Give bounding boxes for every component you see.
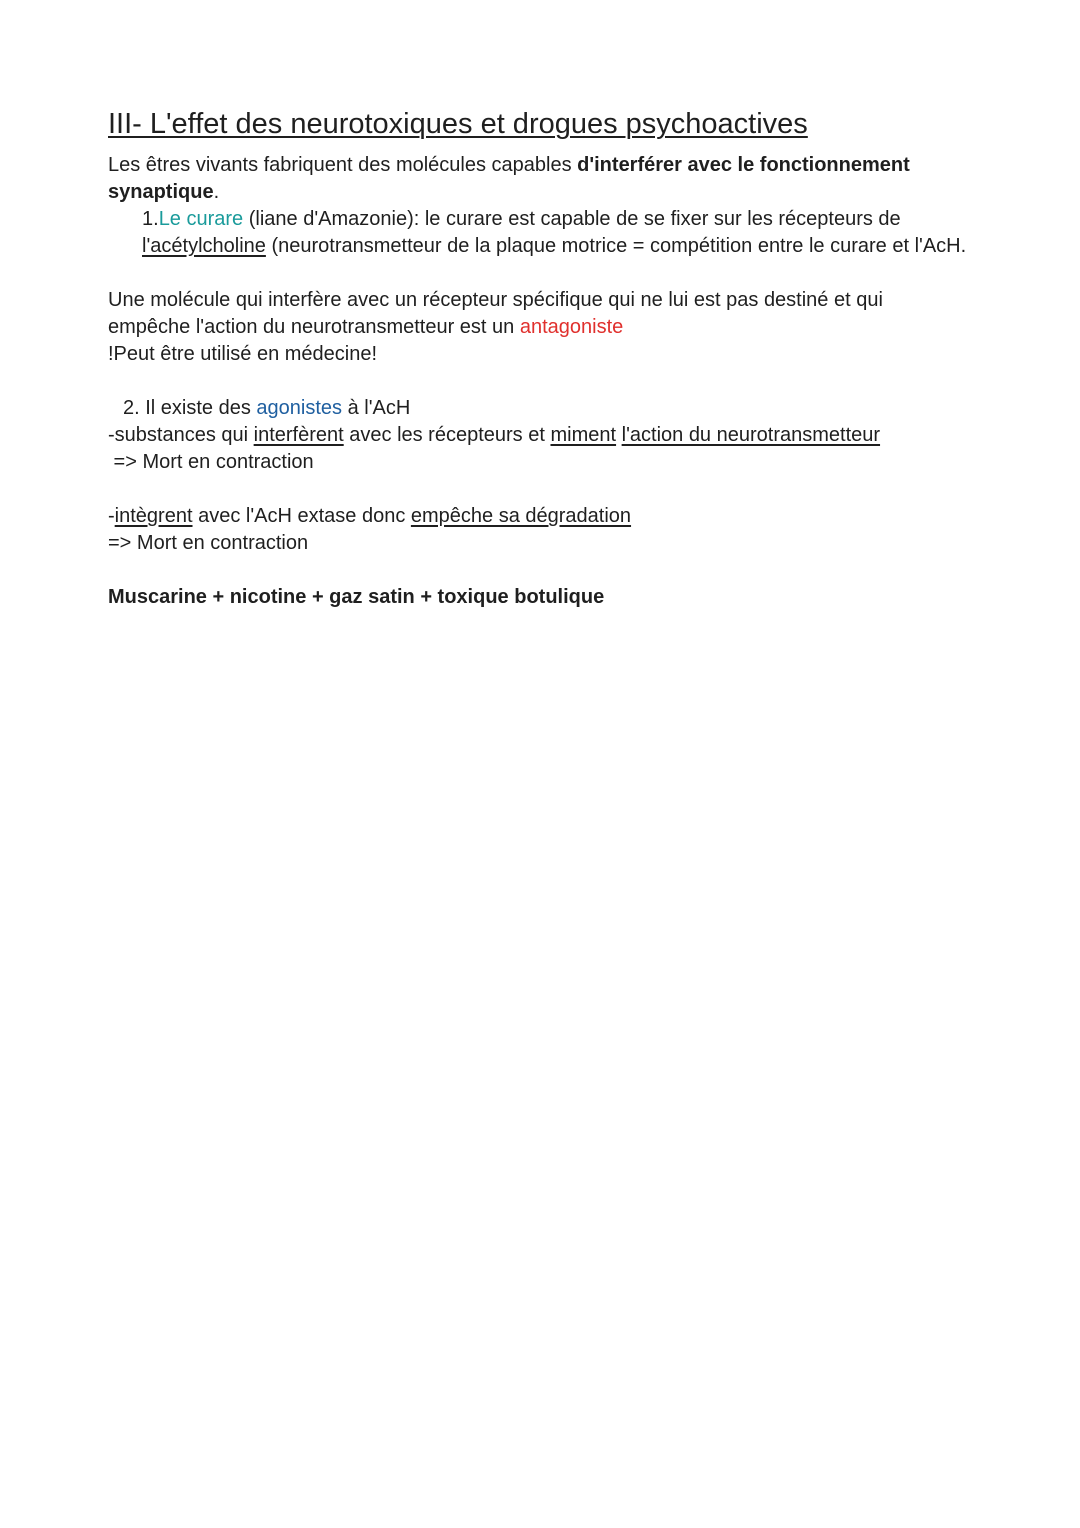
underlined-integrent: intègrent — [114, 505, 193, 527]
integrent-pre: - — [108, 505, 115, 527]
term-curare: Le curare — [158, 208, 244, 230]
underlined-action: l'action du neurotransmetteur — [621, 424, 881, 446]
integrent-line-2: => Mort en contraction — [108, 532, 309, 554]
medicine-note: !Peut être utilisé en médecine! — [108, 343, 378, 365]
spacer — [108, 368, 968, 395]
underlined-acetylcholine: l'acétylcholine — [142, 235, 266, 257]
spacer — [108, 476, 968, 503]
document-page — [108, 104, 968, 611]
integrent-mid: avec l'AcH extase donc — [192, 505, 411, 527]
curare-text: (liane d'Amazonie): le curare est capable de se fixer sur les récepteurs de — [243, 208, 901, 230]
spacer — [108, 260, 968, 287]
list-item-agonistes — [108, 395, 968, 422]
agonist-line-2: => Mort en contraction — [108, 451, 314, 473]
integrent-line-1 — [108, 503, 968, 530]
list-number: 1. — [142, 208, 159, 230]
list-item-curare — [108, 206, 968, 260]
curare-text-end: (neurotransmetteur de la plaque motrice = compétition entre le curare et l'AcH. — [265, 235, 967, 257]
antagonist-paragraph — [108, 287, 968, 341]
intro-bold-text: d'interférer avec le fonctionnement synaptique — [108, 154, 910, 203]
spacer — [108, 557, 968, 584]
agonist-line-text: -substances qui — [108, 424, 254, 446]
agonist-line-1 — [108, 422, 968, 449]
section-title: III- L'effet des neurotoxiques et drogues psychoactives — [108, 108, 808, 140]
underlined-degradation: empêche sa dégradation — [410, 505, 632, 527]
underlined-miment: miment — [550, 424, 617, 446]
agonist-line-mid: avec les récepteurs et — [343, 424, 551, 446]
underlined-interferent: interfèrent — [253, 424, 344, 446]
intro-end: . — [213, 181, 220, 203]
agonist-after: à l'AcH — [342, 397, 411, 419]
intro-text: Les êtres vivants fabriquent des molécules capables — [108, 154, 578, 176]
agonist-heading: 2. Il existe des — [123, 397, 257, 419]
term-antagoniste: antagoniste — [519, 316, 624, 338]
antagonist-text: Une molécule qui interfère avec un récepteur spécifique qui ne lui est pas destiné et qui empêche l'action du neurotransmetteur est un — [108, 289, 883, 338]
summary-line: Muscarine + nicotine + gaz satin + toxique botulique — [108, 586, 605, 608]
intro-paragraph — [108, 152, 968, 206]
term-agonistes: agonistes — [256, 397, 343, 419]
